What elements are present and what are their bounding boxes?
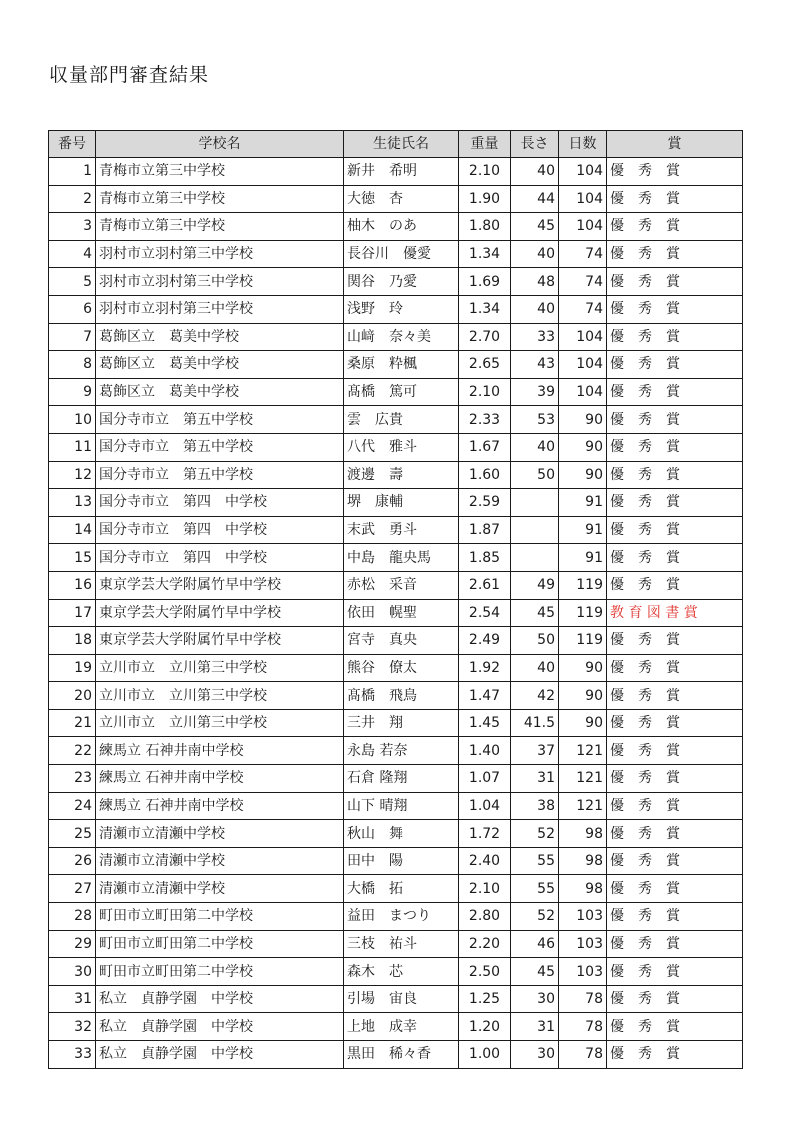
cell-student: 山﨑 奈々美: [344, 323, 459, 351]
cell-no: 19: [49, 654, 96, 682]
table-row: [49, 682, 743, 710]
cell-no: 21: [49, 709, 96, 737]
cell-award: 優 秀 賞: [607, 158, 743, 186]
cell-days: 74: [559, 268, 607, 296]
table-row: [49, 461, 743, 489]
cell-student: 堺 康輔: [344, 489, 459, 517]
cell-weight: 1.85: [459, 544, 511, 572]
cell-award: 優 秀 賞: [607, 1013, 743, 1041]
cell-no: 33: [49, 1041, 96, 1069]
cell-no: 7: [49, 323, 96, 351]
cell-weight: 1.00: [459, 1041, 511, 1069]
cell-days: 90: [559, 406, 607, 434]
cell-no: 25: [49, 820, 96, 848]
cell-school: 国分寺市立 第五中学校: [96, 406, 344, 434]
cell-student: 石倉 隆翔: [344, 765, 459, 793]
header-row: [49, 131, 743, 158]
cell-days: 78: [559, 1041, 607, 1069]
cell-days: 90: [559, 461, 607, 489]
cell-student: 三枝 祐斗: [344, 930, 459, 958]
cell-student: 髙橋 飛鳥: [344, 682, 459, 710]
cell-length: 31: [511, 765, 559, 793]
cell-student: 新井 希明: [344, 158, 459, 186]
page-title: 収量部門審査結果: [49, 64, 210, 86]
cell-days: 104: [559, 323, 607, 351]
table-row: [49, 820, 743, 848]
cell-no: 13: [49, 489, 96, 517]
cell-weight: 1.87: [459, 516, 511, 544]
cell-school: 町田市立町田第二中学校: [96, 903, 344, 931]
cell-length: 46: [511, 930, 559, 958]
cell-no: 16: [49, 571, 96, 599]
cell-school: 葛飾区立 葛美中学校: [96, 351, 344, 379]
cell-school: 清瀬市立清瀬中学校: [96, 820, 344, 848]
cell-length: 40: [511, 158, 559, 186]
cell-days: 121: [559, 737, 607, 765]
cell-length: 42: [511, 682, 559, 710]
cell-no: 6: [49, 295, 96, 323]
cell-school: 町田市立町田第二中学校: [96, 930, 344, 958]
cell-school: 羽村市立羽村第三中学校: [96, 268, 344, 296]
header-student: 生徒氏名: [344, 131, 459, 158]
table-row: [49, 792, 743, 820]
cell-weight: 2.80: [459, 903, 511, 931]
results-table: [48, 130, 743, 1069]
cell-student: 柚木 のあ: [344, 213, 459, 241]
cell-award: 優 秀 賞: [607, 489, 743, 517]
cell-length: 50: [511, 461, 559, 489]
table-row: [49, 213, 743, 241]
table-row: [49, 571, 743, 599]
table-row: [49, 351, 743, 379]
cell-weight: 1.67: [459, 433, 511, 461]
cell-school: 私立 貞静学園 中学校: [96, 985, 344, 1013]
cell-student: 森木 芯: [344, 958, 459, 986]
cell-length: 39: [511, 378, 559, 406]
cell-length: 48: [511, 268, 559, 296]
cell-no: 27: [49, 875, 96, 903]
cell-school: 清瀬市立清瀬中学校: [96, 847, 344, 875]
cell-length: [511, 516, 559, 544]
cell-length: 40: [511, 295, 559, 323]
cell-no: 26: [49, 847, 96, 875]
cell-school: 練馬立 石神井南中学校: [96, 737, 344, 765]
cell-days: 103: [559, 903, 607, 931]
cell-student: 上地 成幸: [344, 1013, 459, 1041]
table-row: [49, 544, 743, 572]
cell-student: 中島 龍央馬: [344, 544, 459, 572]
cell-length: 37: [511, 737, 559, 765]
cell-school: 青梅市立第三中学校: [96, 213, 344, 241]
cell-student: 長谷川 優愛: [344, 240, 459, 268]
cell-no: 31: [49, 985, 96, 1013]
cell-no: 29: [49, 930, 96, 958]
cell-no: 2: [49, 185, 96, 213]
cell-no: 14: [49, 516, 96, 544]
cell-student: 秋山 舞: [344, 820, 459, 848]
cell-weight: 2.10: [459, 158, 511, 186]
cell-no: 8: [49, 351, 96, 379]
cell-weight: 2.10: [459, 875, 511, 903]
cell-days: 104: [559, 185, 607, 213]
cell-student: 大徳 杏: [344, 185, 459, 213]
cell-weight: 1.92: [459, 654, 511, 682]
cell-school: 立川市立 立川第三中学校: [96, 709, 344, 737]
cell-days: 119: [559, 599, 607, 627]
cell-weight: 1.20: [459, 1013, 511, 1041]
table-row: [49, 1013, 743, 1041]
cell-days: 98: [559, 820, 607, 848]
cell-length: 50: [511, 627, 559, 655]
cell-student: 浅野 玲: [344, 295, 459, 323]
cell-no: 28: [49, 903, 96, 931]
header-days: 日数: [559, 131, 607, 158]
cell-school: 立川市立 立川第三中学校: [96, 682, 344, 710]
cell-student: 桑原 粋楓: [344, 351, 459, 379]
cell-no: 4: [49, 240, 96, 268]
cell-weight: 1.60: [459, 461, 511, 489]
cell-weight: 1.45: [459, 709, 511, 737]
cell-school: 青梅市立第三中学校: [96, 185, 344, 213]
cell-days: 121: [559, 792, 607, 820]
cell-length: 49: [511, 571, 559, 599]
cell-length: 53: [511, 406, 559, 434]
cell-length: 41.5: [511, 709, 559, 737]
cell-school: 国分寺市立 第五中学校: [96, 433, 344, 461]
cell-days: 98: [559, 847, 607, 875]
cell-no: 32: [49, 1013, 96, 1041]
header-no: 番号: [49, 131, 96, 158]
cell-weight: 2.10: [459, 378, 511, 406]
cell-award: 優 秀 賞: [607, 516, 743, 544]
cell-student: 山下 晴翔: [344, 792, 459, 820]
cell-weight: 2.65: [459, 351, 511, 379]
cell-no: 12: [49, 461, 96, 489]
cell-days: 91: [559, 489, 607, 517]
table-row: [49, 737, 743, 765]
table-row: [49, 847, 743, 875]
cell-length: 52: [511, 903, 559, 931]
cell-length: 55: [511, 847, 559, 875]
cell-award: 優 秀 賞: [607, 820, 743, 848]
table-row: [49, 599, 743, 627]
cell-days: 78: [559, 1013, 607, 1041]
cell-no: 18: [49, 627, 96, 655]
cell-school: 練馬立 石神井南中学校: [96, 765, 344, 793]
cell-student: 赤松 采音: [344, 571, 459, 599]
cell-award: 優 秀 賞: [607, 709, 743, 737]
cell-length: 45: [511, 213, 559, 241]
cell-award: 優 秀 賞: [607, 571, 743, 599]
table-row: [49, 268, 743, 296]
cell-award: 優 秀 賞: [607, 185, 743, 213]
cell-award: 優 秀 賞: [607, 213, 743, 241]
cell-award: 優 秀 賞: [607, 682, 743, 710]
cell-no: 24: [49, 792, 96, 820]
cell-no: 20: [49, 682, 96, 710]
table-row: [49, 875, 743, 903]
cell-days: 90: [559, 654, 607, 682]
cell-days: 91: [559, 516, 607, 544]
cell-student: 益田 まつり: [344, 903, 459, 931]
cell-days: 119: [559, 627, 607, 655]
cell-weight: 1.90: [459, 185, 511, 213]
cell-length: 38: [511, 792, 559, 820]
cell-no: 30: [49, 958, 96, 986]
table-row: [49, 654, 743, 682]
cell-award: 優 秀 賞: [607, 930, 743, 958]
cell-days: 103: [559, 958, 607, 986]
table-row: [49, 158, 743, 186]
cell-weight: 2.61: [459, 571, 511, 599]
cell-weight: 1.69: [459, 268, 511, 296]
table-row: [49, 627, 743, 655]
cell-award: 優 秀 賞: [607, 240, 743, 268]
cell-no: 22: [49, 737, 96, 765]
cell-school: 羽村市立羽村第三中学校: [96, 295, 344, 323]
cell-weight: 1.34: [459, 240, 511, 268]
cell-award: 優 秀 賞: [607, 378, 743, 406]
cell-student: 末武 勇斗: [344, 516, 459, 544]
cell-no: 17: [49, 599, 96, 627]
cell-award: 優 秀 賞: [607, 875, 743, 903]
cell-student: 八代 雅斗: [344, 433, 459, 461]
cell-weight: 1.04: [459, 792, 511, 820]
cell-award: 優 秀 賞: [607, 847, 743, 875]
cell-student: 宮寺 真央: [344, 627, 459, 655]
cell-award: 優 秀 賞: [607, 433, 743, 461]
table-row: [49, 1041, 743, 1069]
cell-length: 40: [511, 240, 559, 268]
cell-no: 1: [49, 158, 96, 186]
cell-days: 98: [559, 875, 607, 903]
cell-weight: 2.50: [459, 958, 511, 986]
table-row: [49, 406, 743, 434]
cell-school: 東京学芸大学附属竹早中学校: [96, 599, 344, 627]
header-weight: 重量: [459, 131, 511, 158]
table-row: [49, 930, 743, 958]
cell-school: 立川市立 立川第三中学校: [96, 654, 344, 682]
cell-days: 104: [559, 351, 607, 379]
cell-school: 青梅市立第三中学校: [96, 158, 344, 186]
cell-days: 90: [559, 709, 607, 737]
cell-award: 優 秀 賞: [607, 792, 743, 820]
cell-length: 40: [511, 433, 559, 461]
cell-weight: 1.25: [459, 985, 511, 1013]
cell-days: 121: [559, 765, 607, 793]
cell-no: 5: [49, 268, 96, 296]
cell-school: 羽村市立羽村第三中学校: [96, 240, 344, 268]
cell-length: 45: [511, 958, 559, 986]
cell-school: 私立 貞静学園 中学校: [96, 1041, 344, 1069]
cell-weight: 2.49: [459, 627, 511, 655]
cell-school: 東京学芸大学附属竹早中学校: [96, 571, 344, 599]
cell-school: 国分寺市立 第四 中学校: [96, 544, 344, 572]
cell-student: 黒田 稀々香: [344, 1041, 459, 1069]
cell-award: 優 秀 賞: [607, 985, 743, 1013]
table-row: [49, 185, 743, 213]
cell-award: 教 育 図 書 賞: [607, 599, 743, 627]
cell-award: 優 秀 賞: [607, 654, 743, 682]
table-row: [49, 489, 743, 517]
cell-days: 90: [559, 433, 607, 461]
cell-student: 雲 広貴: [344, 406, 459, 434]
cell-award: 優 秀 賞: [607, 295, 743, 323]
cell-weight: 2.20: [459, 930, 511, 958]
table-row: [49, 709, 743, 737]
cell-length: 30: [511, 1041, 559, 1069]
cell-school: 町田市立町田第二中学校: [96, 958, 344, 986]
cell-days: 74: [559, 295, 607, 323]
cell-days: 104: [559, 213, 607, 241]
header-award: 賞: [607, 131, 743, 158]
table-row: [49, 378, 743, 406]
cell-weight: 2.70: [459, 323, 511, 351]
table-row: [49, 985, 743, 1013]
cell-award: 優 秀 賞: [607, 323, 743, 351]
cell-days: 78: [559, 985, 607, 1013]
table-row: [49, 516, 743, 544]
cell-no: 10: [49, 406, 96, 434]
cell-length: 33: [511, 323, 559, 351]
cell-school: 国分寺市立 第四 中学校: [96, 516, 344, 544]
cell-school: 葛飾区立 葛美中学校: [96, 378, 344, 406]
cell-weight: 2.33: [459, 406, 511, 434]
cell-days: 104: [559, 378, 607, 406]
cell-days: 119: [559, 571, 607, 599]
cell-student: 渡邊 壽: [344, 461, 459, 489]
cell-length: 52: [511, 820, 559, 848]
cell-school: 清瀬市立清瀬中学校: [96, 875, 344, 903]
cell-length: 44: [511, 185, 559, 213]
table-row: [49, 323, 743, 351]
table-row: [49, 240, 743, 268]
cell-weight: 2.59: [459, 489, 511, 517]
cell-award: 優 秀 賞: [607, 544, 743, 572]
table-row: [49, 958, 743, 986]
cell-school: 練馬立 石神井南中学校: [96, 792, 344, 820]
cell-weight: 1.34: [459, 295, 511, 323]
cell-award: 優 秀 賞: [607, 903, 743, 931]
cell-weight: 1.07: [459, 765, 511, 793]
cell-student: 関谷 乃愛: [344, 268, 459, 296]
cell-weight: 1.80: [459, 213, 511, 241]
cell-length: 31: [511, 1013, 559, 1041]
cell-award: 優 秀 賞: [607, 461, 743, 489]
cell-student: 髙橋 篤可: [344, 378, 459, 406]
cell-award: 優 秀 賞: [607, 1041, 743, 1069]
cell-student: 引場 宙良: [344, 985, 459, 1013]
cell-award: 優 秀 賞: [607, 737, 743, 765]
cell-award: 優 秀 賞: [607, 406, 743, 434]
cell-no: 23: [49, 765, 96, 793]
cell-school: 葛飾区立 葛美中学校: [96, 323, 344, 351]
cell-school: 国分寺市立 第四 中学校: [96, 489, 344, 517]
table-row: [49, 903, 743, 931]
table-row: [49, 295, 743, 323]
cell-length: 40: [511, 654, 559, 682]
header-school: 学校名: [96, 131, 344, 158]
cell-award: 優 秀 賞: [607, 351, 743, 379]
cell-length: 45: [511, 599, 559, 627]
cell-days: 104: [559, 158, 607, 186]
table-header: [49, 131, 743, 158]
cell-no: 15: [49, 544, 96, 572]
cell-length: [511, 544, 559, 572]
cell-weight: 2.40: [459, 847, 511, 875]
cell-award: 優 秀 賞: [607, 627, 743, 655]
cell-school: 国分寺市立 第五中学校: [96, 461, 344, 489]
cell-length: 43: [511, 351, 559, 379]
cell-days: 91: [559, 544, 607, 572]
cell-no: 3: [49, 213, 96, 241]
cell-student: 田中 陽: [344, 847, 459, 875]
table-body: [49, 158, 743, 1069]
cell-length: [511, 489, 559, 517]
cell-student: 熊谷 僚太: [344, 654, 459, 682]
cell-student: 永島 若奈: [344, 737, 459, 765]
table-row: [49, 765, 743, 793]
cell-length: 30: [511, 985, 559, 1013]
cell-student: 大橋 拓: [344, 875, 459, 903]
cell-days: 103: [559, 930, 607, 958]
cell-no: 11: [49, 433, 96, 461]
cell-weight: 1.47: [459, 682, 511, 710]
table-row: [49, 433, 743, 461]
cell-weight: 1.40: [459, 737, 511, 765]
cell-weight: 2.54: [459, 599, 511, 627]
cell-days: 74: [559, 240, 607, 268]
cell-school: 私立 貞静学園 中学校: [96, 1013, 344, 1041]
cell-award: 優 秀 賞: [607, 268, 743, 296]
cell-length: 55: [511, 875, 559, 903]
cell-award: 優 秀 賞: [607, 765, 743, 793]
cell-days: 90: [559, 682, 607, 710]
cell-weight: 1.72: [459, 820, 511, 848]
cell-student: 依田 幌聖: [344, 599, 459, 627]
cell-student: 三井 翔: [344, 709, 459, 737]
header-length: 長さ: [511, 131, 559, 158]
cell-no: 9: [49, 378, 96, 406]
cell-school: 東京学芸大学附属竹早中学校: [96, 627, 344, 655]
cell-award: 優 秀 賞: [607, 958, 743, 986]
